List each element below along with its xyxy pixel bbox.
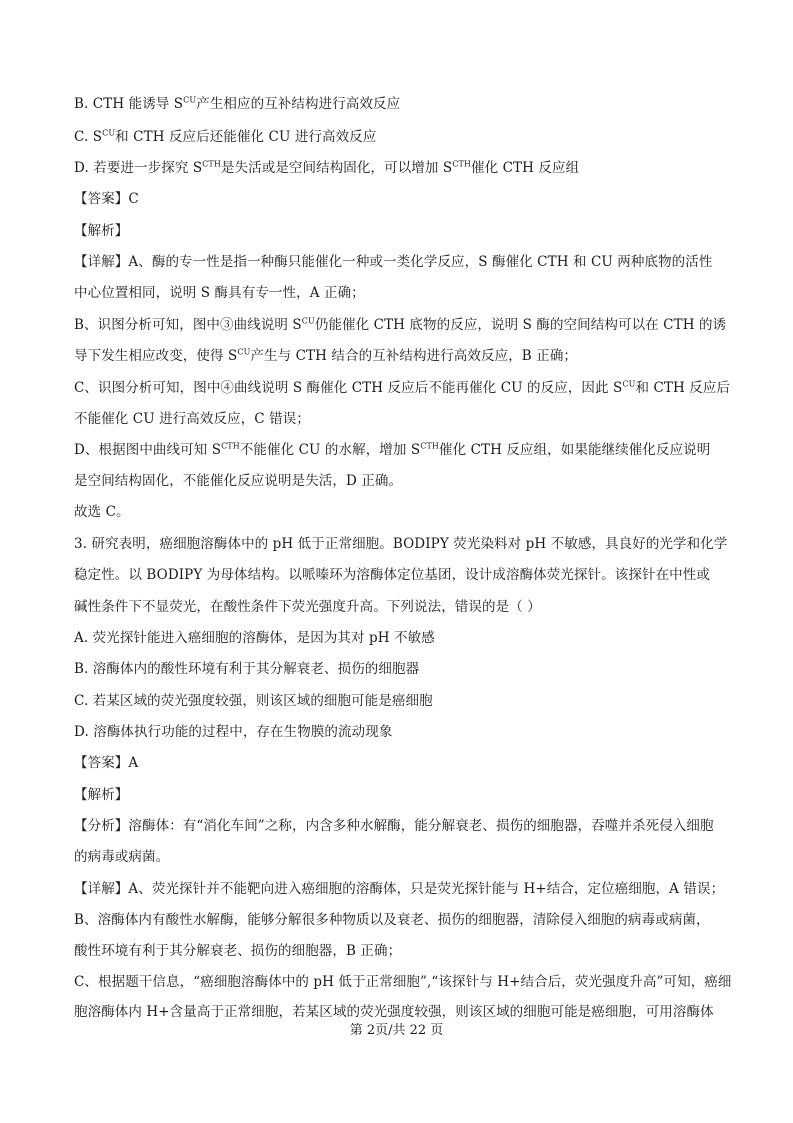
option-c-q3: C. 若某区域的荧光强度较强，则该区域的细胞可能是癌细胞 — [74, 693, 433, 709]
option-text: 和 CTH 反应后还能催化 CU 进行高效反应 — [115, 129, 377, 145]
detail-text: 导下发生相应改变，使得 S — [74, 348, 238, 364]
option-text: C. S — [74, 129, 103, 145]
question3-line3: 碱性条件下不显荧光，在酸性条件下荧光强度升高。下列说法，错误的是（ ） — [74, 599, 541, 615]
option-text: 产生相应的互补结构进行高效反应 — [196, 96, 401, 112]
detail-q3-c-line2: 胞溶酶体内 H+含量高于正常细胞，若某区域的荧光强度较强，则该区域的细胞可能是癌细胞，可用溶酶体 — [74, 1004, 714, 1020]
detail-text: 催化 CTH 反应组，如果能继续催化反应说明 — [438, 442, 711, 458]
detail-text: B、识图分析可知，图中③曲线说明 S — [74, 317, 302, 333]
detail-q3-c-line1: C、根据题干信息，“癌细胞溶酶体中的 pH 低于正常细胞”,“该探针与 H+结合后，荧光强度升高”可知，癌细 — [74, 974, 732, 990]
detail-text: 仍能催化 CTH 底物的反应，说明 S 酶的空间结构可以在 CTH 的诱 — [314, 317, 727, 333]
answer-q2: 【答案】C — [74, 191, 139, 207]
superscript: CU — [622, 379, 636, 389]
superscript: CTH — [202, 159, 221, 169]
superscript: CU — [183, 95, 197, 105]
detail-text: 不能催化 CU 的水解，增加 S — [239, 442, 421, 458]
superscript: CU — [102, 128, 116, 138]
detail-text: 产生与 CTH 结合的互补结构进行高效反应，B 正确； — [250, 348, 578, 364]
detail-text: C、识图分析可知，图中④曲线说明 S 酶催化 CTH 反应后不能再催化 CU 的反应，因此 S — [74, 380, 623, 396]
detail-c-line1 — [74, 379, 734, 397]
option-text: 是失活或是空间结构固化，可以增加 S — [220, 160, 453, 176]
question3-line1: 3. 研究表明，癌细胞溶酶体中的 pH 低于正常细胞。BODIPY 荧光染料对 pH 不敏感，具良好的光学和化学 — [74, 536, 728, 552]
question3-line2: 稳定性。以 BODIPY 为母体结构。以哌嗪环为溶酶体定位基团，设计成溶酶体荧光探针。该探针在中性或 — [74, 567, 710, 583]
option-b-q3: B. 溶酶体内的酸性环境有利于其分解衰老、损伤的细胞器 — [74, 661, 420, 677]
answer-q3: 【答案】A — [74, 755, 139, 771]
page-footer: 第 2页/共 22 页 — [349, 1023, 444, 1038]
option-a-q3: A. 荧光探针能进入癌细胞的溶酶体，是因为其对 pH 不敏感 — [74, 630, 435, 646]
option-c-q2 — [74, 128, 734, 146]
superscript: CTH — [420, 441, 439, 451]
detail-q3-a: 【详解】A、荧光探针并不能靶向进入癌细胞的溶酶体，只是荧光探针能与 H+结合，定位癌细胞，A 错误； — [74, 881, 725, 897]
detail-q3-b-line1: B、溶酶体内有酸性水解酶，能够分解很多种物质以及衰老、损伤的细胞器，清除侵入细胞的病毒或病菌， — [74, 912, 710, 928]
detail-c-line2: 不能催化 CU 进行高效反应，C 错误； — [74, 411, 310, 427]
detail-d-line2: 是空间结构固化，不能催化反应说明是失活，D 正确。 — [74, 473, 403, 489]
detail-text: 和 CTH 反应后 — [635, 380, 731, 396]
option-d-q3: D. 溶酶体执行功能的过程中，存在生物膜的流动现象 — [74, 724, 393, 740]
detail-q3-b-line2: 酸性环境有利于其分解衰老、损伤的细胞器，B 正确； — [74, 943, 402, 959]
detail-a-line1: 【详解】A、酶的专一性是指一种酶只能催化一种或一类化学反应，S 酶催化 CTH 和 CU 两种底物的活性 — [74, 254, 713, 270]
superscript: CTH — [452, 159, 471, 169]
detail-d-line1 — [74, 441, 734, 459]
analysis-label-q2: 【解析】 — [74, 223, 129, 239]
detail-b-line1 — [74, 316, 734, 334]
superscript: CTH — [221, 441, 240, 451]
detail-a-line2: 中心位置相同，说明 S 酶具有专一性，A 正确； — [74, 285, 365, 301]
analysis-label-q3: 【解析】 — [74, 787, 129, 803]
option-text: D. 若要进一步探究 S — [74, 160, 203, 176]
conclusion-q2: 故选 C。 — [74, 504, 130, 520]
superscript: CU — [237, 347, 251, 357]
option-d-q2 — [74, 159, 734, 177]
detail-b-line2 — [74, 347, 734, 365]
analysis-fx-line1: 【分析】溶酶体：有“消化车间”之称，内含多种水解酶，能分解衰老、损伤的细胞器，吞噬并杀死侵入细胞 — [74, 818, 714, 834]
analysis-fx-line2: 的病毒或病菌。 — [74, 849, 170, 865]
option-b-q2 — [74, 95, 734, 113]
detail-text: D、根据图中曲线可知 S — [74, 442, 222, 458]
option-text: B. CTH 能诱导 S — [74, 96, 184, 112]
option-text: 催化 CTH 反应组 — [470, 160, 580, 176]
superscript: CU — [301, 316, 315, 326]
